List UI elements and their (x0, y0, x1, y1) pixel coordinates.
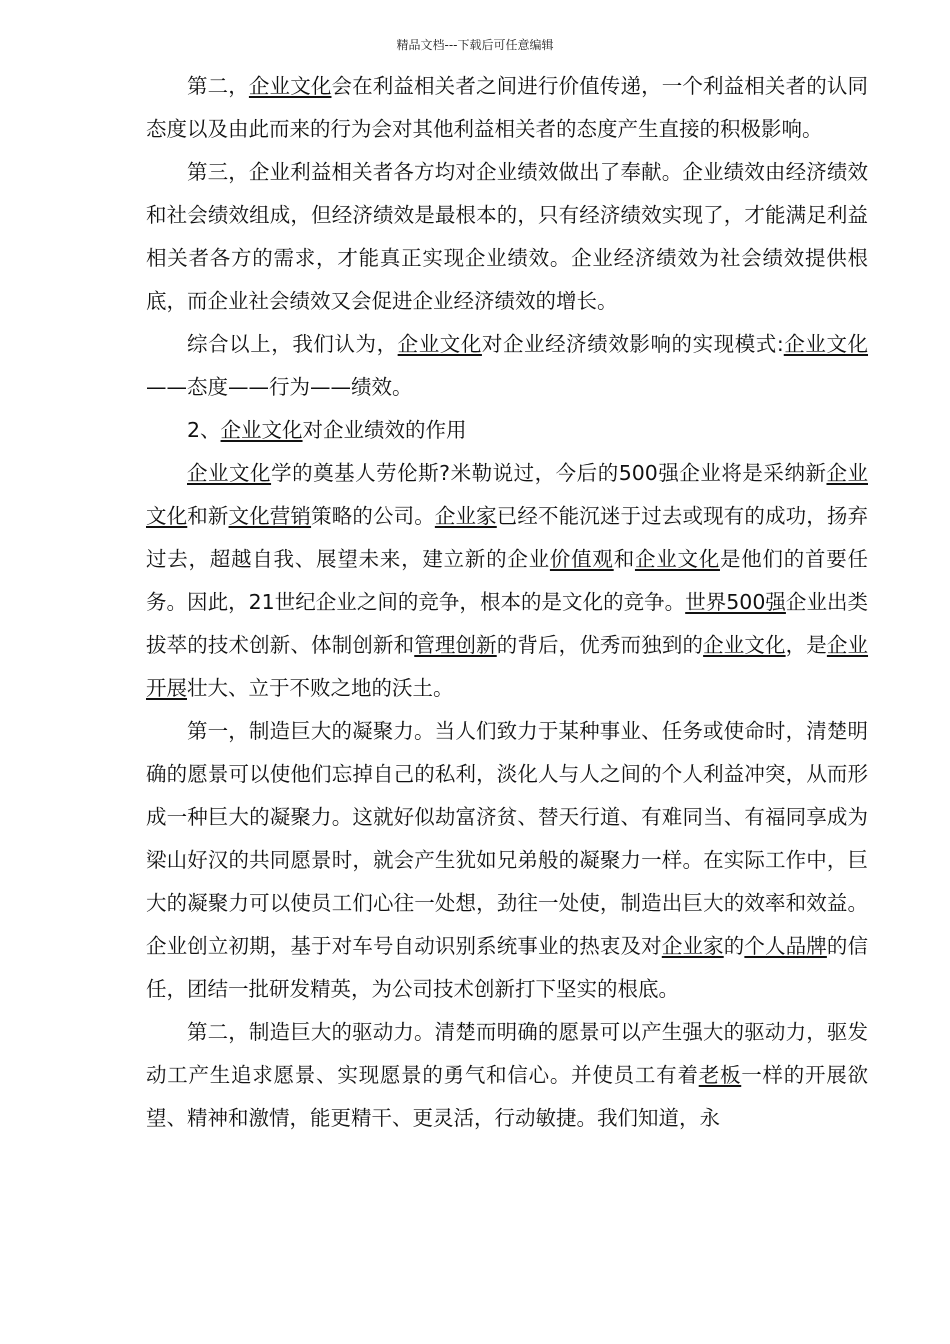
text-run: 学的奠基人劳伦斯?米勒说过，今后的500强企业将是采纳新 (271, 461, 827, 485)
hyperlink[interactable]: 企业家 (661, 934, 724, 958)
hyperlink[interactable]: 企业文化 (187, 461, 272, 485)
hyperlink[interactable]: 企业文化 (397, 332, 482, 356)
text-run: 的 (723, 934, 745, 958)
section-heading (146, 409, 868, 452)
hyperlink[interactable]: 文化营销 (228, 504, 312, 528)
hyperlink[interactable]: 企业文化 (248, 74, 332, 98)
text-run: 第一，制造巨大的凝聚力。当人们致力于某种事业、任务或使命时，清楚明确的愿景可以使他们忘掉自己的私利，淡化人与人之间的个人利益冲突，从而形成一种巨大的凝聚力。这就好似劫富济贫、替天行道、有难同当、有福同享成为梁山好汉的共同愿景时，就会产生犹如兄弟般的凝聚力一样。在实际工作中，巨大的凝聚力可以使员工们心往一处想，劲往一处使，制造出巨大的效率和效益。企业创立初期，基于对车号自动识别系统事业的热衷及对 (146, 719, 868, 958)
hyperlink[interactable]: 企业开展 (146, 633, 869, 700)
hyperlink[interactable]: 企业文化 (634, 547, 720, 571)
text-run: 一样的开展欲望、精神和激情，能更精干、更灵活，行动敏捷。我们知道，永 (146, 1063, 869, 1130)
hyperlink[interactable]: 老板 (698, 1063, 742, 1087)
text-run: 会在利益相关者之间进行价值传递，一个利益相关者的认同态度以及由此而来的行为会对其他利益相关者的态度产生直接的积极影响。 (146, 74, 868, 141)
paragraph (146, 151, 868, 323)
document-body (146, 65, 868, 1140)
text-run: ，是 (785, 633, 827, 657)
text-run: 策略的公司。 (311, 504, 435, 528)
text-run: 是他们的首要任务。因此，21世纪企业之间的竞争，根本的是文化的竞争。 (146, 547, 869, 614)
text-run: 和新 (187, 504, 229, 528)
text-run: ——态度——行为——绩效。 (146, 375, 413, 399)
text-run: 对企业绩效的作用 (302, 418, 467, 442)
hyperlink[interactable]: 企业文化 (146, 461, 868, 528)
hyperlink[interactable]: 企业文化 (220, 418, 303, 442)
text-run: 综合以上，我们认为， (187, 332, 398, 356)
hyperlink[interactable]: 企业家 (434, 504, 497, 528)
hyperlink[interactable]: 世界500强 (685, 590, 786, 614)
text-run: 第二， (187, 74, 249, 98)
hyperlink[interactable]: 管理创新 (414, 633, 497, 657)
text-run: 2、 (187, 418, 221, 442)
paragraph (146, 452, 868, 710)
paragraph (146, 1011, 868, 1140)
hyperlink[interactable]: 个人品牌 (744, 934, 827, 958)
hyperlink[interactable]: 企业文化 (783, 332, 869, 356)
text-run: 第二，制造巨大的驱动力。清楚而明确的愿景可以产生强大的驱动力，驱发动工产生追求愿景、实现愿景的勇气和信心。并使员工有着 (146, 1020, 868, 1087)
paragraph (146, 323, 868, 409)
text-run: 对企业经济绩效影响的实现模式: (481, 332, 784, 356)
text-run: 的背后，优秀而独到的 (496, 633, 704, 657)
hyperlink[interactable]: 企业文化 (703, 633, 786, 657)
text-run: 已经不能沉迷于过去或现有的成功，扬弃过去，超越自我、展望未来，建立新的企业 (146, 504, 869, 571)
text-run: 第三，企业利益相关者各方均对企业绩效做出了奉献。企业绩效由经济绩效和社会绩效组成，但经济绩效是最根本的，只有经济绩效实现了，才能满足利益相关者各方的需求，才能真正实现企业绩效。企业经济绩效为社会绩效提供根底，而企业社会绩效又会促进企业经济绩效的增长。 (146, 160, 868, 313)
text-run: 企业出类拔萃的技术创新、体制创新和 (146, 590, 868, 657)
paragraph (146, 710, 868, 1011)
text-run: 壮大、立于不败之地的沃土。 (187, 676, 454, 700)
page-header: 精品文档---下载后可任意编辑 (396, 38, 554, 52)
hyperlink[interactable]: 价值观 (549, 547, 614, 571)
paragraph (146, 65, 868, 151)
text-run: 和 (613, 547, 635, 571)
text-run: 的信任，团结一批研发精英，为公司技术创新打下坚实的根底。 (146, 934, 869, 1001)
